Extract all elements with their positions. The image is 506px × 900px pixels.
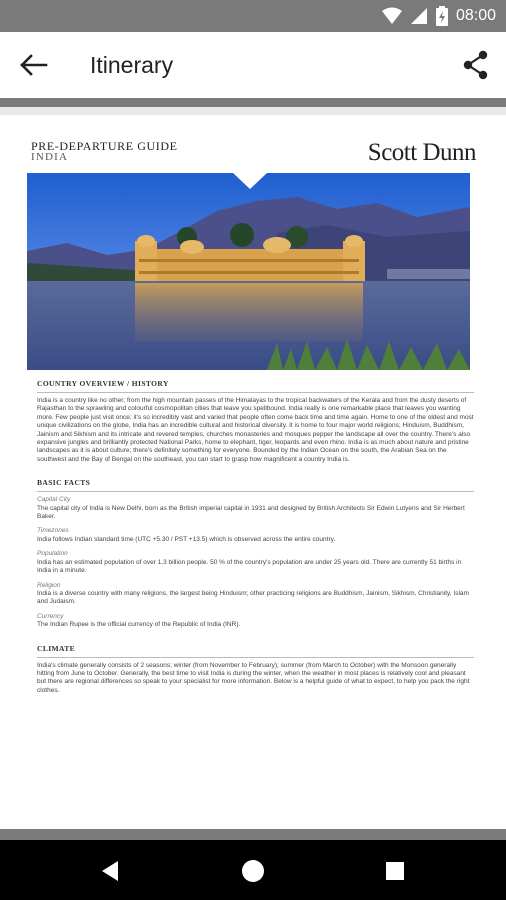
fact-text: India has an estimated population of over 1.3 billion people. 50 % of the country's population are under 25 years old. There are currently 51 births in India in a minute. — [37, 558, 462, 575]
nav-back-button[interactable] — [98, 858, 124, 884]
fact-item — [37, 582, 474, 607]
signal-icon — [410, 7, 428, 25]
document-header — [31, 139, 476, 169]
fact-text: The Indian Rupee is the official currency of the Republic of India (INR). — [37, 621, 241, 629]
basic-facts-section — [37, 472, 474, 629]
climate-paragraph: India's climate generally consists of 2 seasons; winter (from November to February); summer (from March to October) with the Monsoon generally hitting from June to October. Generally, the best time to visit India is during the winter, when the weather in most places is relatively cool and pleasant but there are regional differences so speak to your specialist for more information. Below is a helpful guide of what to expect, to help you pack the right clothes. — [37, 661, 470, 694]
nav-recents-button[interactable] — [382, 858, 408, 884]
basic-facts-heading: BASIC FACTS — [37, 472, 474, 492]
fact-item — [37, 550, 474, 575]
overview-paragraph-1: India is a country like no other; from the high mountain passes of the Himalayas to the tropical backwaters of the Kerala and from the dusty deserts of Rajasthan to the sprawling and colourful cosmopolitan cities that leave you spellbound. India really is one remarkable place that leaves you wanting more. Few people just visit once; it's so incredibly vast and varied that people often come back time and time again. Home to one of the oldest and most unique civilizations on the globe, India has an incredible cultural and historical diversity. It is home to four major world religions; Hinduism, Buddhism, — [37, 397, 474, 430]
recents-square-icon — [382, 858, 408, 884]
fact-item — [37, 527, 474, 544]
fact-text: The capital city of India is New Delhi, born as the British imperial capital in 1931 and designed by British Architects Sir Edwin Lutyens and Sir Herbert Baker. — [37, 504, 465, 521]
document-content — [37, 373, 474, 703]
brand-logo: Scott Dunn — [367, 139, 476, 166]
nav-home-button[interactable] — [240, 858, 266, 884]
system-nav-bar — [0, 840, 506, 900]
hero-image — [27, 173, 470, 370]
fact-label: Capital City — [37, 496, 71, 504]
climate-section — [37, 638, 474, 696]
fact-label: Currency — [37, 612, 64, 620]
palace-on-lake-photo — [27, 173, 470, 370]
battery-icon — [436, 6, 448, 26]
page-title: Itinerary — [90, 52, 174, 78]
fact-label: Religion — [37, 581, 61, 589]
viewer-top-divider — [0, 98, 506, 107]
overview-heading: COUNTRY OVERVIEW / HISTORY — [37, 373, 474, 393]
guide-title: PRE-DEPARTURE GUIDE — [31, 139, 178, 153]
fact-item — [37, 496, 474, 521]
document-viewer[interactable] — [0, 98, 506, 840]
overview-section — [37, 373, 474, 464]
share-icon — [462, 50, 490, 80]
fact-label: Timezones — [37, 527, 69, 535]
fact-item — [37, 613, 474, 630]
share-button[interactable] — [462, 50, 490, 80]
fact-text: India is a diverse country with many religions, the largest being Hinduism; other practicing religions are Buddhism, Jainism, Sikhism, Christianity, Islam and Judaism. — [37, 589, 469, 606]
arrow-back-icon — [18, 51, 50, 79]
overview-paragraph-2: Jainism and Sikhism and its intricate and revered temples, churches monasteries and mosques pepper the landscape all over the country. There's also expansive jungles and brilliantly protected National Parks, home to elephant, tiger, leopards and even rhino. India is as much about nature and pristine landscapes as it is about culture; there's definitely something for everyone. Bounded by the Indian Ocean on the south, the Arabian Sea on the southwest and the Bay of Bengal on the southeast, you can start to grasp how magnificent a country India is. — [37, 430, 471, 463]
back-button[interactable] — [18, 51, 50, 79]
viewer-bottom-divider — [0, 829, 506, 840]
document-page — [0, 115, 506, 835]
wifi-icon — [382, 7, 402, 25]
home-circle-icon — [240, 858, 266, 884]
status-icons — [382, 6, 496, 26]
back-triangle-icon — [98, 858, 124, 884]
guide-country: INDIA — [31, 151, 69, 163]
app-bar — [0, 32, 506, 98]
climate-heading: CLIMATE — [37, 638, 474, 658]
status-time: 08:00 — [455, 7, 496, 24]
status-bar — [0, 0, 506, 32]
fact-text: India follows Indian standard time (UTC +5.30 / PST +13.5) which is observed across the entire country. — [37, 535, 336, 543]
fact-label: Population — [37, 550, 68, 558]
